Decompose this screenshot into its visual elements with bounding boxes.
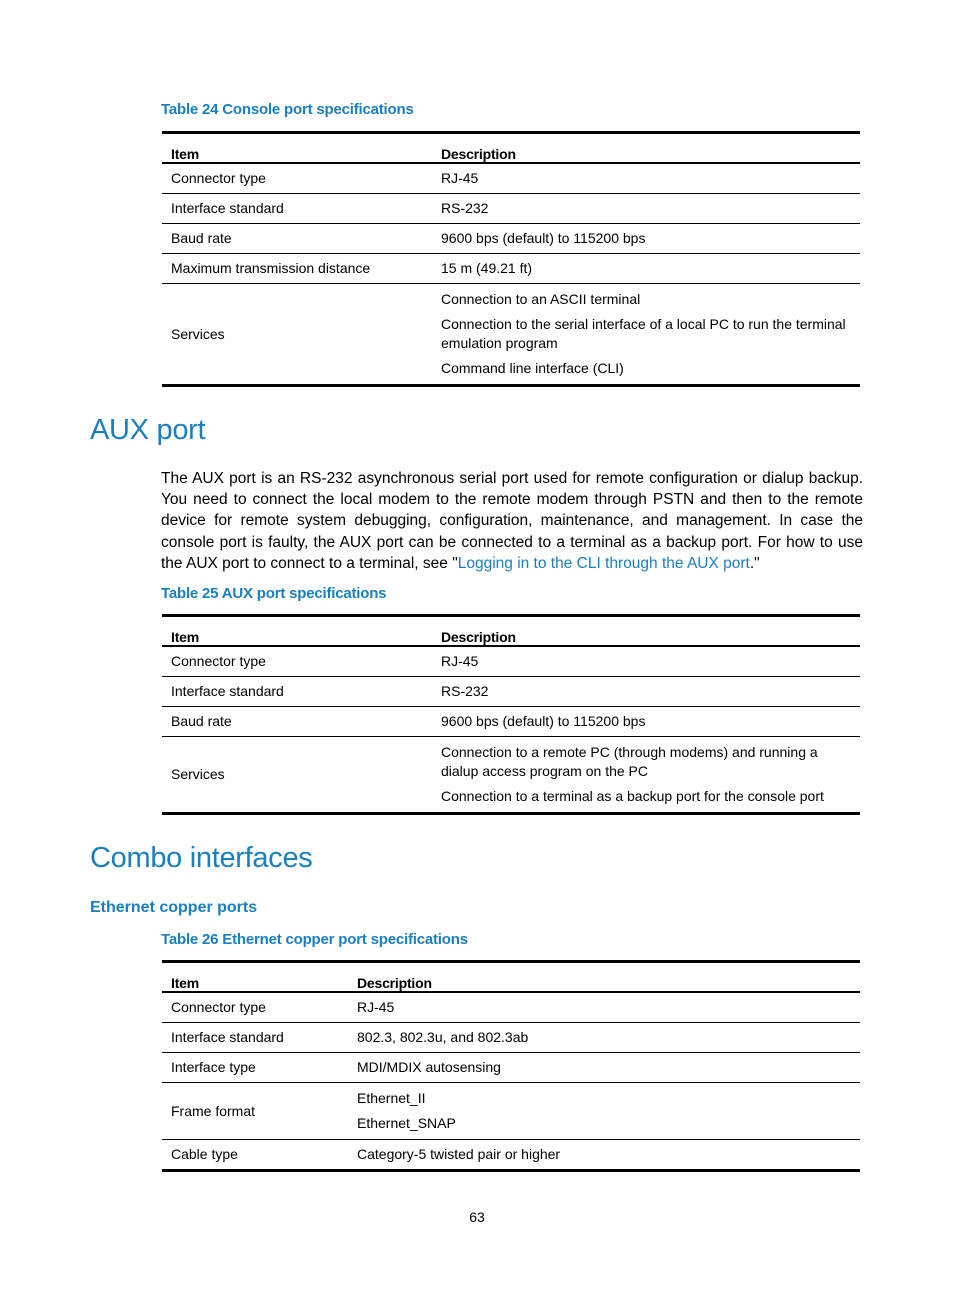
table-row [162, 254, 860, 284]
description-line: 9600 bps (default) to 115200 bps [441, 230, 646, 246]
item-cell: Frame format [162, 1083, 348, 1140]
header-description: Description [432, 616, 860, 647]
table-header-row [162, 962, 860, 993]
description-cell [432, 254, 860, 284]
item-cell: Maximum transmission distance [162, 254, 432, 284]
header-item: Item [162, 133, 432, 164]
description-cell [432, 737, 860, 814]
header-item: Item [162, 962, 348, 993]
item-cell: Interface standard [162, 1023, 348, 1053]
table-row [162, 677, 860, 707]
table-row [162, 707, 860, 737]
page-number: 63 [469, 1209, 485, 1225]
table-26-caption: Table 26 Ethernet copper port specifications [161, 931, 468, 948]
item-cell: Connector type [171, 170, 266, 186]
header-item: Item [162, 616, 432, 647]
description-cell [432, 677, 860, 707]
table-row [162, 194, 860, 224]
description-cell [348, 1053, 860, 1083]
aux-login-link[interactable]: Logging in to the CLI through the AUX port [457, 554, 750, 572]
description-line: Connection to the serial interface of a local PC to run the terminal emulation program [441, 316, 846, 351]
description-line: RJ-45 [357, 999, 395, 1015]
table-row [162, 1023, 860, 1053]
console-port-spec-table [162, 131, 860, 387]
item-cell: Interface standard [162, 194, 432, 224]
item-cell: Services [162, 737, 432, 814]
item-cell: Services [162, 284, 432, 386]
table-header-row [162, 133, 860, 164]
header-description: Description [348, 962, 860, 993]
aux-port-heading: AUX port [90, 414, 206, 446]
description-line: Connection to a terminal as a backup port for the console port [441, 788, 824, 804]
description-cell [432, 646, 860, 677]
item-cell: Cable type [162, 1140, 348, 1171]
description-line: 15 m (49.21 ft) [441, 260, 533, 276]
description-cell [432, 284, 860, 386]
table-row [162, 1053, 860, 1083]
ethernet-copper-ports-heading: Ethernet copper ports [90, 899, 258, 916]
table-24-caption: Table 24 Console port specifications [161, 101, 414, 118]
combo-interfaces-heading: Combo interfaces [90, 842, 313, 874]
table-row [162, 1083, 860, 1140]
description-cell [348, 1023, 860, 1053]
aux-port-paragraph: The AUX port is an RS-232 asynchronous serial port used for remote configuration or dialup backup. You need to connect the local modem to the remote modem through PSTN and then to the remote device for remote system debugging, configuration, maintenance, and management. In case the console port is faulty, the AUX port can be connected to a terminal as a backup port. For how to use the AUX port to connect to a terminal, see "Logging in to the CLI through the AUX port." [161, 470, 863, 572]
description-line: MDI/MDIX autosensing [357, 1059, 501, 1075]
table-row [162, 224, 860, 254]
description-line: Command line interface (CLI) [441, 360, 624, 376]
table-row [162, 1140, 860, 1171]
table-25-caption: Table 25 AUX port specifications [161, 585, 387, 602]
table-row [162, 284, 860, 386]
item-cell: Interface type [162, 1053, 348, 1083]
item-cell: Connector type [171, 653, 266, 669]
description-cell [348, 1140, 860, 1171]
aux-port-spec-table [162, 614, 860, 815]
description-cell [432, 194, 860, 224]
item-cell: Connector type [171, 999, 266, 1015]
table-row [162, 646, 860, 677]
description-cell [432, 163, 860, 194]
description-line: RJ-45 [441, 653, 479, 669]
description-cell [348, 1083, 860, 1140]
item-cell: Interface standard [162, 677, 432, 707]
description-line: RS-232 [441, 200, 489, 216]
description-line: 802.3, 802.3u, and 802.3ab [357, 1029, 529, 1045]
table-row [162, 737, 860, 814]
description-line: Ethernet_SNAP [357, 1115, 456, 1131]
description-line: Connection to an ASCII terminal [441, 291, 641, 307]
description-line: Connection to a remote PC (through modems) and running a dialup access program on the PC [441, 744, 818, 779]
table-header-row [162, 616, 860, 647]
description-line: RJ-45 [441, 170, 479, 186]
description-line: Ethernet_II [357, 1090, 426, 1106]
description-cell [348, 992, 860, 1023]
description-line: RS-232 [441, 683, 489, 699]
table-row [162, 992, 860, 1023]
header-description: Description [432, 133, 860, 164]
description-cell [432, 707, 860, 737]
description-line: 9600 bps (default) to 115200 bps [441, 713, 646, 729]
description-cell [432, 224, 860, 254]
table-row [162, 163, 860, 194]
description-line: Category-5 twisted pair or higher [357, 1146, 561, 1162]
item-cell: Baud rate [162, 707, 432, 737]
item-cell: Baud rate [162, 224, 432, 254]
ethernet-copper-spec-table [162, 960, 860, 1172]
